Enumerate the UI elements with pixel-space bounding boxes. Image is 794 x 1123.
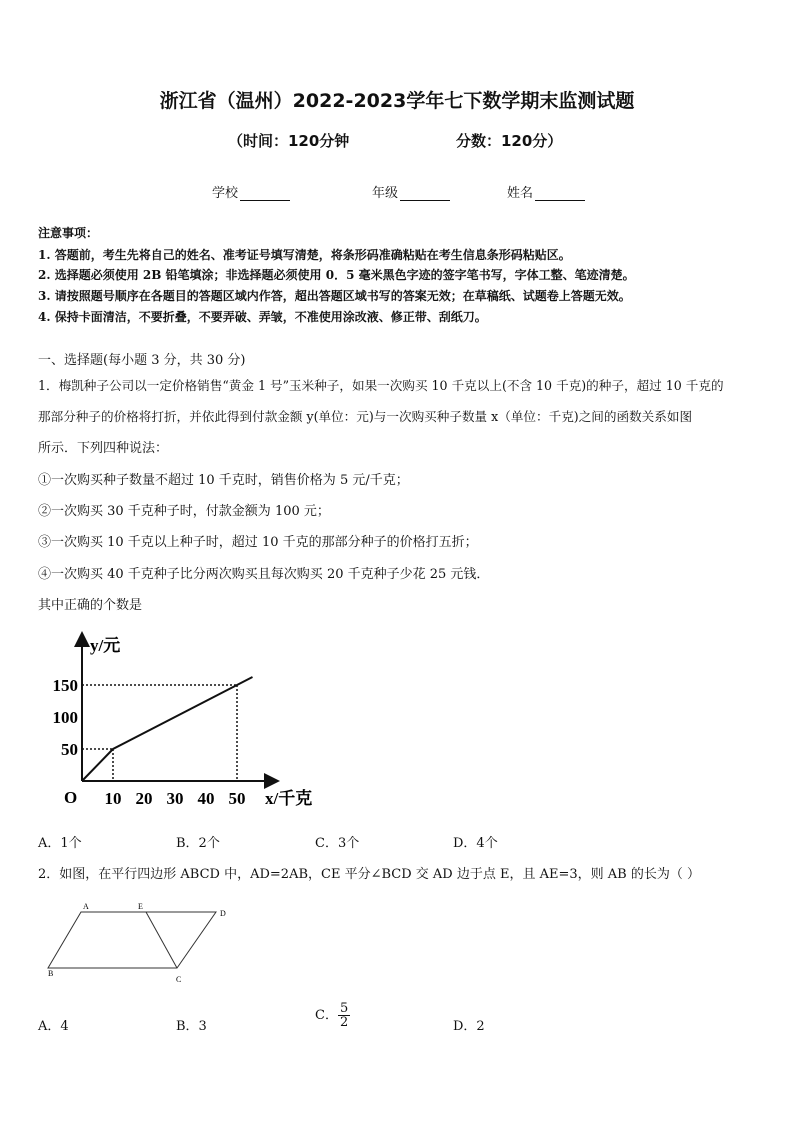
fraction bbox=[338, 1002, 350, 1029]
vertex-c: C bbox=[176, 975, 182, 984]
q2-option-c[interactable] bbox=[315, 1002, 350, 1029]
x-tick-label: 30 bbox=[166, 789, 184, 808]
q1-line: 所示．下列四种说法： bbox=[38, 441, 169, 456]
x-tick-label: 50 bbox=[228, 789, 246, 808]
fraction-numerator: 5 bbox=[339, 1001, 349, 1016]
note-item: 2. 选择题必须使用 2B 铅笔填涂；非选择题必须使用 0．5 毫米黑色字迹的签字笔书写，字体工整、笔迹清楚。 bbox=[38, 268, 635, 282]
q1-statement: ①一次购买种子数量不超过 10 千克时，销售价格为 5 元/千克； bbox=[38, 473, 409, 488]
guide-lines bbox=[82, 685, 237, 781]
segment-ce bbox=[146, 912, 177, 968]
q2-parallelogram-figure bbox=[40, 898, 240, 988]
q2-option-c-prefix: C． bbox=[315, 1008, 338, 1023]
y-tick-label: 50 bbox=[61, 740, 78, 759]
x-tick-label: 10 bbox=[104, 789, 122, 808]
school-label: 学校 bbox=[212, 186, 239, 201]
y-tick-label: 100 bbox=[52, 708, 78, 727]
q1-statement: ②一次购买 30 千克种子时，付款金额为 100 元； bbox=[38, 504, 330, 519]
x-tick-labels bbox=[105, 789, 246, 808]
fraction-denominator: 2 bbox=[339, 1015, 349, 1030]
q1-statement: ④一次购买 40 千克种子比分两次购买且每次购买 20 千克种子少花 25 元钱． bbox=[38, 567, 490, 582]
q2-option-b[interactable]: B．3 bbox=[176, 1019, 207, 1034]
q2-text: 2．如图，在平行四边形 ABCD 中，AD=2AB，CE 平分∠BCD 交 AD 边于点 E，且 AE=3，则 AB 的长为（ ） bbox=[38, 867, 700, 882]
exam-time: （时间：120分钟 bbox=[228, 132, 350, 150]
exam-score: 分数：120分） bbox=[456, 132, 563, 150]
q1-prompt: 其中正确的个数是 bbox=[38, 598, 143, 613]
grade-blank bbox=[400, 187, 450, 201]
q2-option-a[interactable]: A．4 bbox=[38, 1019, 69, 1034]
q1-line: 1．梅凯种子公司以一定价格销售“黄金 1 号”玉米种子，如果一次购买 10 千克以上(不含 10 千克)的种子，超过 10 千克的 bbox=[38, 378, 724, 393]
x-axis-label: x/千克 bbox=[265, 789, 313, 808]
q1-option-c[interactable]: C．3个 bbox=[315, 836, 360, 851]
q1-function-graph bbox=[40, 625, 340, 815]
q1-line: 那部分种子的价格将打折，并依此得到付款金额 y(单位：元)与一次购买种子数量 x（单位：千克)之间的函数关系如图 bbox=[38, 409, 693, 424]
note-item: 4. 保持卡面清洁，不要折叠，不要弄破、弄皱，不准使用涂改液、修正带、刮纸刀。 bbox=[38, 310, 487, 324]
school-field bbox=[212, 182, 290, 201]
q1-statement: ③一次购买 10 千克以上种子时，超过 10 千克的那部分种子的价格打五折； bbox=[38, 535, 478, 550]
name-blank bbox=[535, 187, 585, 201]
y-tick-label: 150 bbox=[52, 676, 78, 695]
price-function-line bbox=[82, 677, 253, 781]
note-item: 3. 请按照题号顺序在各题目的答题区域内作答，超出答题区域书写的答案无效；在草稿纸、试题卷上答题无效。 bbox=[38, 289, 631, 303]
q1-option-b[interactable]: B．2个 bbox=[176, 836, 220, 851]
name-field bbox=[507, 182, 585, 201]
page-title: 浙江省（温州）2022-2023学年七下数学期末监测试题 bbox=[159, 90, 635, 112]
x-tick-label: 40 bbox=[197, 789, 215, 808]
point-e: E bbox=[138, 902, 143, 911]
name-label: 姓名 bbox=[507, 186, 534, 201]
vertex-d: D bbox=[220, 909, 226, 918]
parallelogram-abcd bbox=[48, 912, 216, 968]
x-tick-label: 20 bbox=[135, 789, 153, 808]
section-heading: 一、选择题(每小题 3 分，共 30 分) bbox=[38, 353, 246, 368]
q2-option-d[interactable]: D．2 bbox=[453, 1019, 485, 1034]
grade-field bbox=[372, 182, 450, 201]
note-item: 1. 答题前，考生先将自己的姓名、准考证号填写清楚，将条形码准确粘贴在考生信息条形码粘贴区。 bbox=[38, 248, 571, 262]
vertex-a: A bbox=[83, 902, 89, 911]
y-axis-label: y/元 bbox=[90, 636, 121, 655]
q1-option-a[interactable]: A．1个 bbox=[38, 836, 82, 851]
school-blank bbox=[240, 187, 290, 201]
y-tick-labels bbox=[53, 676, 79, 759]
grade-label: 年级 bbox=[372, 186, 399, 201]
origin-label: O bbox=[64, 788, 78, 807]
notes-heading: 注意事项： bbox=[38, 226, 99, 240]
q1-option-d[interactable]: D．4个 bbox=[453, 836, 498, 851]
vertex-b: B bbox=[48, 969, 54, 978]
